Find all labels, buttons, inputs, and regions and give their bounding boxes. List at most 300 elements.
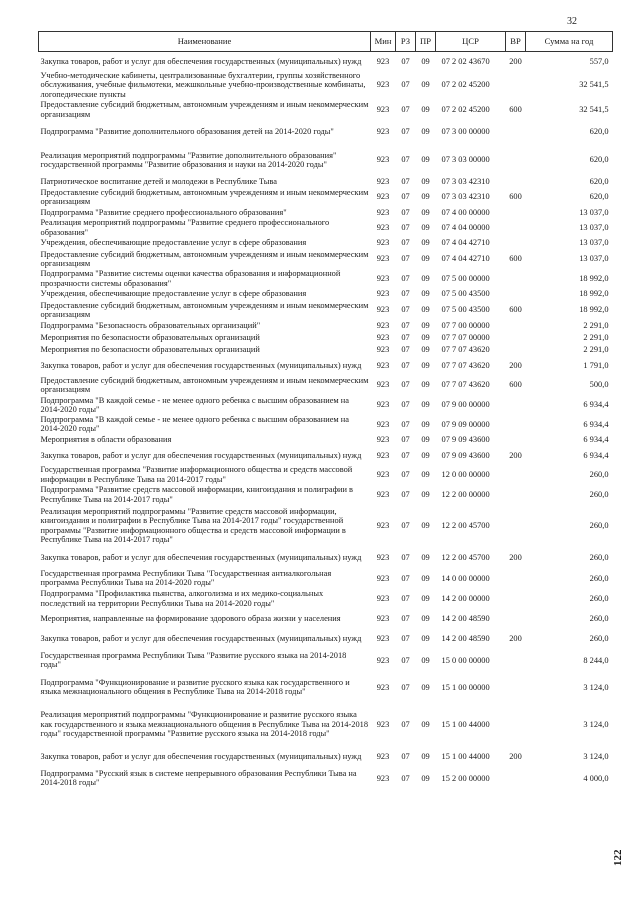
cell-min: 923	[376, 419, 390, 429]
cell-rz: 07	[401, 682, 410, 692]
cell-csr: 07 2 02 45200	[441, 80, 490, 90]
cell-min: 923	[376, 192, 390, 202]
table-body	[39, 52, 613, 790]
cell-sum: 8 244,0	[583, 655, 609, 665]
table-row	[39, 300, 613, 320]
cell-vr: 600	[509, 104, 522, 114]
cell-vr	[506, 344, 526, 356]
cell-vr	[506, 568, 526, 589]
cell-min: 923	[376, 333, 390, 343]
cell-csr: 15 0 00 00000	[441, 655, 490, 665]
cell-sum: 6 934,4	[583, 435, 609, 445]
cell-vr	[506, 485, 526, 505]
cell-rz: 07	[401, 435, 410, 445]
cell-csr: 07 7 07 43620	[441, 360, 490, 370]
cell-csr: 15 1 00 44000	[441, 751, 490, 761]
cell-sum: 13 037,0	[579, 238, 609, 248]
cell-name: Подпрограмма "Развитие среднего профессионального образования"	[40, 207, 287, 217]
cell-sum: 260,0	[589, 552, 609, 562]
table-row	[39, 672, 613, 703]
cell-min: 923	[376, 321, 390, 331]
table-row	[39, 446, 613, 465]
cell-csr: 07 4 04 42710	[441, 254, 490, 264]
header-csr: ЦСР	[436, 32, 506, 52]
cell-rz: 07	[401, 614, 410, 624]
cell-sum: 620,0	[589, 155, 609, 165]
table-row	[39, 415, 613, 434]
cell-min: 923	[376, 400, 390, 410]
table-row	[39, 269, 613, 288]
table-row	[39, 434, 613, 446]
cell-csr: 15 1 00 44000	[441, 719, 490, 729]
cell-vr	[506, 145, 526, 176]
table-row	[39, 356, 613, 375]
cell-vr	[506, 395, 526, 415]
cell-name: Закупка товаров, работ и услуг для обеспечения государственных (муниципальных) нужд	[40, 552, 362, 562]
cell-name: Предоставление субсидий бюджетным, автономным учреждениям и иным некоммерческим организациям	[40, 300, 369, 319]
cell-vr	[506, 320, 526, 332]
cell-name: Предоставление субсидий бюджетным, автономным учреждениям и иным некоммерческим организациям	[40, 187, 369, 206]
cell-pr: 09	[421, 333, 430, 343]
cell-csr: 12 0 00 00000	[441, 470, 490, 480]
cell-csr: 07 3 00 00000	[441, 127, 490, 137]
cell-vr	[506, 332, 526, 344]
cell-rz: 07	[401, 289, 410, 299]
table-row	[39, 767, 613, 790]
cell-rz: 07	[401, 470, 410, 480]
cell-vr	[506, 288, 526, 300]
table-row	[39, 332, 613, 344]
header-rz: РЗ	[396, 32, 416, 52]
cell-csr: 12 2 00 45700	[441, 521, 490, 531]
cell-name: Подпрограмма "Функционирование и развитие русского языка как государственного и языка межнационального общения в Республике Тыва на 2014-2018 годы"	[40, 677, 350, 697]
cell-vr	[506, 465, 526, 485]
cell-csr: 14 0 00 00000	[441, 573, 490, 583]
cell-rz: 07	[401, 573, 410, 583]
cell-vr	[506, 434, 526, 446]
cell-pr: 09	[421, 400, 430, 410]
cell-rz: 07	[401, 751, 410, 761]
cell-csr: 07 2 02 43670	[441, 56, 490, 66]
cell-pr: 09	[421, 273, 430, 283]
cell-sum: 2 291,0	[583, 333, 609, 343]
cell-name: Мероприятия, направленные на формирование здорового образа жизни у населения	[40, 614, 341, 624]
cell-csr: 12 2 00 45700	[441, 552, 490, 562]
cell-pr: 09	[421, 238, 430, 248]
cell-rz: 07	[401, 80, 410, 90]
cell-name: Реализация мероприятий подпрограммы "Функционирование и развитие русского языка как государственного и языка межнационального общения в Республике Тыва на 2014-2018 годы" государственной программы "Развитие русского языка на 2014-2018 годы"	[40, 710, 369, 738]
cell-rz: 07	[401, 305, 410, 315]
cell-rz: 07	[401, 521, 410, 531]
cell-sum: 260,0	[589, 470, 609, 480]
cell-csr: 14 2 00 48590	[441, 634, 490, 644]
cell-name: Реализация мероприятий подпрограммы "Развитие средств массовой информации, книгоиздания и полиграфии в Республике Тыва на 2014-2017 годы" государственной программы "Развитие информационного общества и средств массовой информации в Республике Тыва на 2014-2017 годы"	[40, 506, 346, 545]
cell-min: 923	[376, 345, 390, 355]
cell-csr: 07 5 00 43500	[441, 305, 490, 315]
cell-csr: 07 7 00 00000	[441, 321, 490, 331]
cell-csr: 07 9 09 43600	[441, 450, 490, 460]
cell-rz: 07	[401, 223, 410, 233]
cell-name: Предоставление субсидий бюджетным, автономным учреждениям и иным некоммерческим организациям	[40, 249, 369, 269]
cell-pr: 09	[421, 223, 430, 233]
cell-name: Реализация мероприятий подпрограммы "Развитие среднего профессионального образования"	[40, 218, 330, 237]
cell-vr: 600	[509, 305, 522, 315]
cell-pr: 09	[421, 470, 430, 480]
table-row	[39, 703, 613, 746]
cell-pr: 09	[421, 573, 430, 583]
table-row	[39, 188, 613, 207]
cell-min: 923	[376, 634, 390, 644]
cell-rz: 07	[401, 104, 410, 114]
cell-name: Подпрограмма "В каждой семье - не менее одного ребенка с высшим образованием на 2014-2020 годы"	[40, 395, 350, 414]
cell-sum: 6 934,4	[583, 450, 609, 460]
cell-name: Учреждения, обеспечивающие предоставление услуг в сфере образования	[40, 238, 307, 248]
cell-vr	[506, 589, 526, 609]
cell-name: Патриотическое воспитание детей и молодежи в Республике Тыва	[40, 176, 277, 186]
cell-name: Подпрограмма "Безопасность образовательных организаций"	[40, 321, 261, 331]
cell-min: 923	[376, 155, 390, 165]
cell-vr	[506, 120, 526, 145]
cell-csr: 15 1 00 00000	[441, 682, 490, 692]
cell-name: Подпрограмма "В каждой семье - не менее одного ребенка с высшим образованием на 2014-2020 годы"	[40, 414, 350, 434]
cell-min: 923	[376, 435, 390, 445]
cell-pr: 09	[421, 751, 430, 761]
header-min: Мин	[371, 32, 396, 52]
cell-rz: 07	[401, 634, 410, 644]
cell-vr	[506, 269, 526, 288]
table-row	[39, 249, 613, 269]
cell-pr: 09	[421, 127, 430, 137]
cell-name: Подпрограмма "Развитие системы оценки качества образования и информационной прозрачности системы образования"	[40, 269, 341, 288]
cell-rz: 07	[401, 360, 410, 370]
table-row	[39, 52, 613, 71]
table-row	[39, 344, 613, 356]
cell-name: Мероприятия по безопасности образовательных организаций	[40, 345, 260, 355]
cell-name: Государственная программа "Развитие информационного общества и средств массовой информации в Республике Тыва на 2014-2017 годы"	[40, 465, 353, 484]
cell-csr: 14 2 00 48590	[441, 614, 490, 624]
cell-sum: 3 124,0	[583, 682, 609, 692]
cell-vr	[506, 176, 526, 188]
cell-pr: 09	[421, 380, 430, 390]
cell-name: Государственная программа Республики Тыва "Развитие русского языка на 2014-2018 годы"	[40, 650, 347, 670]
cell-rz: 07	[401, 155, 410, 165]
cell-name: Закупка товаров, работ и услуг для обеспечения государственных (муниципальных) нужд	[40, 450, 362, 460]
cell-pr: 09	[421, 254, 430, 264]
cell-rz: 07	[401, 655, 410, 665]
cell-name: Закупка товаров, работ и услуг для обеспечения государственных (муниципальных) нужд	[40, 634, 362, 644]
cell-pr: 09	[421, 56, 430, 66]
cell-csr: 07 5 00 00000	[441, 273, 490, 283]
cell-vr: 200	[509, 450, 522, 460]
cell-csr: 07 9 09 00000	[441, 419, 490, 429]
cell-vr	[506, 206, 526, 218]
cell-min: 923	[376, 207, 390, 217]
table-row	[39, 649, 613, 672]
cell-sum: 2 291,0	[583, 321, 609, 331]
cell-sum: 1 791,0	[583, 360, 609, 370]
cell-sum: 260,0	[589, 594, 609, 604]
cell-sum: 260,0	[589, 490, 609, 500]
cell-csr: 15 2 00 00000	[441, 773, 490, 783]
table-row	[39, 206, 613, 218]
cell-rz: 07	[401, 207, 410, 217]
cell-min: 923	[376, 127, 390, 137]
table-row	[39, 176, 613, 188]
cell-sum: 32 541,5	[579, 80, 609, 90]
cell-rz: 07	[401, 333, 410, 343]
cell-pr: 09	[421, 773, 430, 783]
cell-min: 923	[376, 104, 390, 114]
cell-rz: 07	[401, 254, 410, 264]
cell-vr: 200	[509, 56, 522, 66]
cell-name: Подпрограмма "Профилактика пьянства, алкоголизма и их медико-социальных последствий на территории Республики Тыва на 2014-2020 годы"	[40, 589, 324, 608]
cell-vr	[506, 649, 526, 672]
table-row	[39, 465, 613, 485]
cell-pr: 09	[421, 155, 430, 165]
cell-name: Мероприятия в области образования	[40, 435, 172, 445]
cell-min: 923	[376, 450, 390, 460]
cell-vr	[506, 767, 526, 790]
table-row	[39, 629, 613, 649]
cell-name: Подпрограмма "Развитие средств массовой информации, книгоиздания и полиграфии в Республике Тыва на 2014-2017 годы"	[40, 485, 354, 504]
cell-sum: 260,0	[589, 573, 609, 583]
cell-csr: 07 3 03 00000	[441, 155, 490, 165]
cell-min: 923	[376, 521, 390, 531]
cell-rz: 07	[401, 380, 410, 390]
cell-csr: 07 7 07 43620	[441, 345, 490, 355]
cell-sum: 13 037,0	[579, 254, 609, 264]
cell-min: 923	[376, 594, 390, 604]
cell-min: 923	[376, 380, 390, 390]
cell-csr: 07 4 04 42710	[441, 238, 490, 248]
cell-vr	[506, 609, 526, 629]
cell-min: 923	[376, 490, 390, 500]
cell-pr: 09	[421, 634, 430, 644]
cell-pr: 09	[421, 104, 430, 114]
cell-rz: 07	[401, 450, 410, 460]
header-name: Наименование	[39, 32, 371, 52]
cell-pr: 09	[421, 614, 430, 624]
cell-vr: 600	[509, 192, 522, 202]
cell-name: Предоставление субсидий бюджетным, автономным учреждениям и иным некоммерческим организациям	[40, 100, 369, 119]
cell-csr: 07 7 07 43620	[441, 380, 490, 390]
cell-csr: 07 7 07 00000	[441, 333, 490, 343]
cell-sum: 500,0	[589, 380, 609, 390]
cell-pr: 09	[421, 682, 430, 692]
cell-pr: 09	[421, 360, 430, 370]
cell-sum: 260,0	[589, 614, 609, 624]
cell-min: 923	[376, 80, 390, 90]
cell-pr: 09	[421, 321, 430, 331]
cell-pr: 09	[421, 289, 430, 299]
cell-vr	[506, 218, 526, 237]
cell-sum: 2 291,0	[583, 345, 609, 355]
cell-name: Учебно-методические кабинеты, централизованные бухгалтерии, группы хозяйственного обслуживания, учебные фильмотеки, межшкольные учебно-производственные комбинаты, логопедические пункты	[40, 70, 366, 99]
cell-sum: 6 934,4	[583, 419, 609, 429]
table-row	[39, 485, 613, 505]
cell-pr: 09	[421, 450, 430, 460]
cell-name: Учреждения, обеспечивающие предоставление услуг в сфере образования	[40, 289, 307, 299]
cell-min: 923	[376, 573, 390, 583]
table-row	[39, 547, 613, 568]
table-row	[39, 320, 613, 332]
cell-min: 923	[376, 751, 390, 761]
cell-pr: 09	[421, 655, 430, 665]
cell-vr: 200	[509, 634, 522, 644]
cell-csr: 07 3 03 42310	[441, 192, 490, 202]
cell-sum: 6 934,4	[583, 400, 609, 410]
table-row	[39, 589, 613, 609]
cell-rz: 07	[401, 176, 410, 186]
cell-name: Закупка товаров, работ и услуг для обеспечения государственных (муниципальных) нужд	[40, 360, 362, 370]
cell-sum: 620,0	[589, 176, 609, 186]
table-row	[39, 568, 613, 589]
cell-pr: 09	[421, 80, 430, 90]
cell-pr: 09	[421, 419, 430, 429]
cell-sum: 557,0	[589, 56, 609, 66]
table-row	[39, 145, 613, 176]
cell-pr: 09	[421, 552, 430, 562]
cell-min: 923	[376, 719, 390, 729]
cell-vr: 600	[509, 254, 522, 264]
cell-sum: 13 037,0	[579, 207, 609, 217]
cell-min: 923	[376, 238, 390, 248]
cell-vr: 200	[509, 552, 522, 562]
cell-pr: 09	[421, 207, 430, 217]
table-row	[39, 120, 613, 145]
cell-csr: 07 4 00 00000	[441, 207, 490, 217]
table-row	[39, 375, 613, 395]
cell-rz: 07	[401, 773, 410, 783]
cell-min: 923	[376, 223, 390, 233]
cell-vr: 600	[509, 380, 522, 390]
header-vr: ВР	[506, 32, 526, 52]
table-row	[39, 71, 613, 100]
cell-min: 923	[376, 289, 390, 299]
table-header	[39, 32, 613, 52]
table-row	[39, 395, 613, 415]
cell-rz: 07	[401, 719, 410, 729]
cell-sum: 13 037,0	[579, 223, 609, 233]
cell-csr: 07 9 09 43600	[441, 435, 490, 445]
cell-rz: 07	[401, 127, 410, 137]
header-pr: ПР	[416, 32, 436, 52]
cell-csr: 07 3 03 42310	[441, 176, 490, 186]
cell-min: 923	[376, 682, 390, 692]
cell-rz: 07	[401, 345, 410, 355]
table-row	[39, 609, 613, 629]
cell-sum: 18 992,0	[579, 273, 609, 283]
cell-csr: 14 2 00 00000	[441, 594, 490, 604]
cell-rz: 07	[401, 419, 410, 429]
cell-rz: 07	[401, 594, 410, 604]
cell-name: Мероприятия по безопасности образовательных организаций	[40, 333, 260, 343]
cell-rz: 07	[401, 273, 410, 283]
table-row	[39, 218, 613, 237]
cell-vr: 200	[509, 360, 522, 370]
header-sum: Сумма на год	[526, 32, 613, 52]
cell-min: 923	[376, 176, 390, 186]
cell-rz: 07	[401, 192, 410, 202]
cell-min: 923	[376, 773, 390, 783]
cell-sum: 260,0	[589, 634, 609, 644]
cell-pr: 09	[421, 192, 430, 202]
cell-vr	[506, 505, 526, 547]
cell-name: Государственная программа Республики Тыва "Государственная антиалкогольная программа Республики Тыва на 2014-2020 годы"	[40, 568, 332, 588]
cell-sum: 3 124,0	[583, 719, 609, 729]
cell-rz: 07	[401, 238, 410, 248]
cell-name: Закупка товаров, работ и услуг для обеспечения государственных (муниципальных) нужд	[40, 56, 362, 66]
cell-csr: 07 2 02 45200	[441, 104, 490, 114]
cell-pr: 09	[421, 719, 430, 729]
cell-name: Предоставление субсидий бюджетным, автономным учреждениям и иным некоммерческим организациям	[40, 375, 369, 394]
cell-pr: 09	[421, 521, 430, 531]
cell-min: 923	[376, 56, 390, 66]
cell-sum: 32 541,5	[579, 104, 609, 114]
cell-name: Реализация мероприятий подпрограммы "Развитие дополнительного образования" государственной программы "Развитие образования и науки на 2014-2020 годы"	[40, 150, 337, 169]
cell-vr	[506, 415, 526, 434]
cell-rz: 07	[401, 552, 410, 562]
cell-sum: 3 124,0	[583, 751, 609, 761]
cell-min: 923	[376, 273, 390, 283]
cell-name: Подпрограмма "Русский язык в системе непрерывного образования Республики Тыва на 2014-2018 годы"	[40, 768, 357, 788]
cell-min: 923	[376, 614, 390, 624]
cell-min: 923	[376, 655, 390, 665]
cell-min: 923	[376, 254, 390, 264]
cell-vr	[506, 71, 526, 100]
corner-mark: 122	[612, 849, 624, 866]
table-row	[39, 746, 613, 767]
table-row	[39, 288, 613, 300]
table-row	[39, 100, 613, 120]
cell-min: 923	[376, 470, 390, 480]
cell-sum: 18 992,0	[579, 305, 609, 315]
cell-pr: 09	[421, 490, 430, 500]
cell-min: 923	[376, 305, 390, 315]
cell-pr: 09	[421, 435, 430, 445]
table-row	[39, 237, 613, 249]
cell-rz: 07	[401, 400, 410, 410]
budget-table	[38, 31, 613, 790]
cell-vr	[506, 237, 526, 249]
cell-min: 923	[376, 360, 390, 370]
cell-csr: 07 4 04 00000	[441, 223, 490, 233]
cell-pr: 09	[421, 594, 430, 604]
page-number: 32	[567, 16, 577, 27]
table-row	[39, 505, 613, 547]
cell-csr: 12 2 00 00000	[441, 490, 490, 500]
cell-min: 923	[376, 552, 390, 562]
cell-pr: 09	[421, 305, 430, 315]
cell-rz: 07	[401, 490, 410, 500]
cell-pr: 09	[421, 176, 430, 186]
cell-sum: 620,0	[589, 192, 609, 202]
cell-rz: 07	[401, 321, 410, 331]
cell-rz: 07	[401, 56, 410, 66]
cell-vr	[506, 703, 526, 746]
cell-vr: 200	[509, 751, 522, 761]
cell-sum: 260,0	[589, 521, 609, 531]
cell-sum: 18 992,0	[579, 289, 609, 299]
cell-name: Подпрограмма "Развитие дополнительного образования детей на 2014-2020 годы"	[40, 127, 334, 137]
cell-csr: 07 5 00 43500	[441, 289, 490, 299]
cell-vr	[506, 672, 526, 703]
cell-pr: 09	[421, 345, 430, 355]
cell-csr: 07 9 00 00000	[441, 400, 490, 410]
cell-name: Закупка товаров, работ и услуг для обеспечения государственных (муниципальных) нужд	[40, 751, 362, 761]
cell-sum: 620,0	[589, 127, 609, 137]
cell-sum: 4 000,0	[583, 773, 609, 783]
